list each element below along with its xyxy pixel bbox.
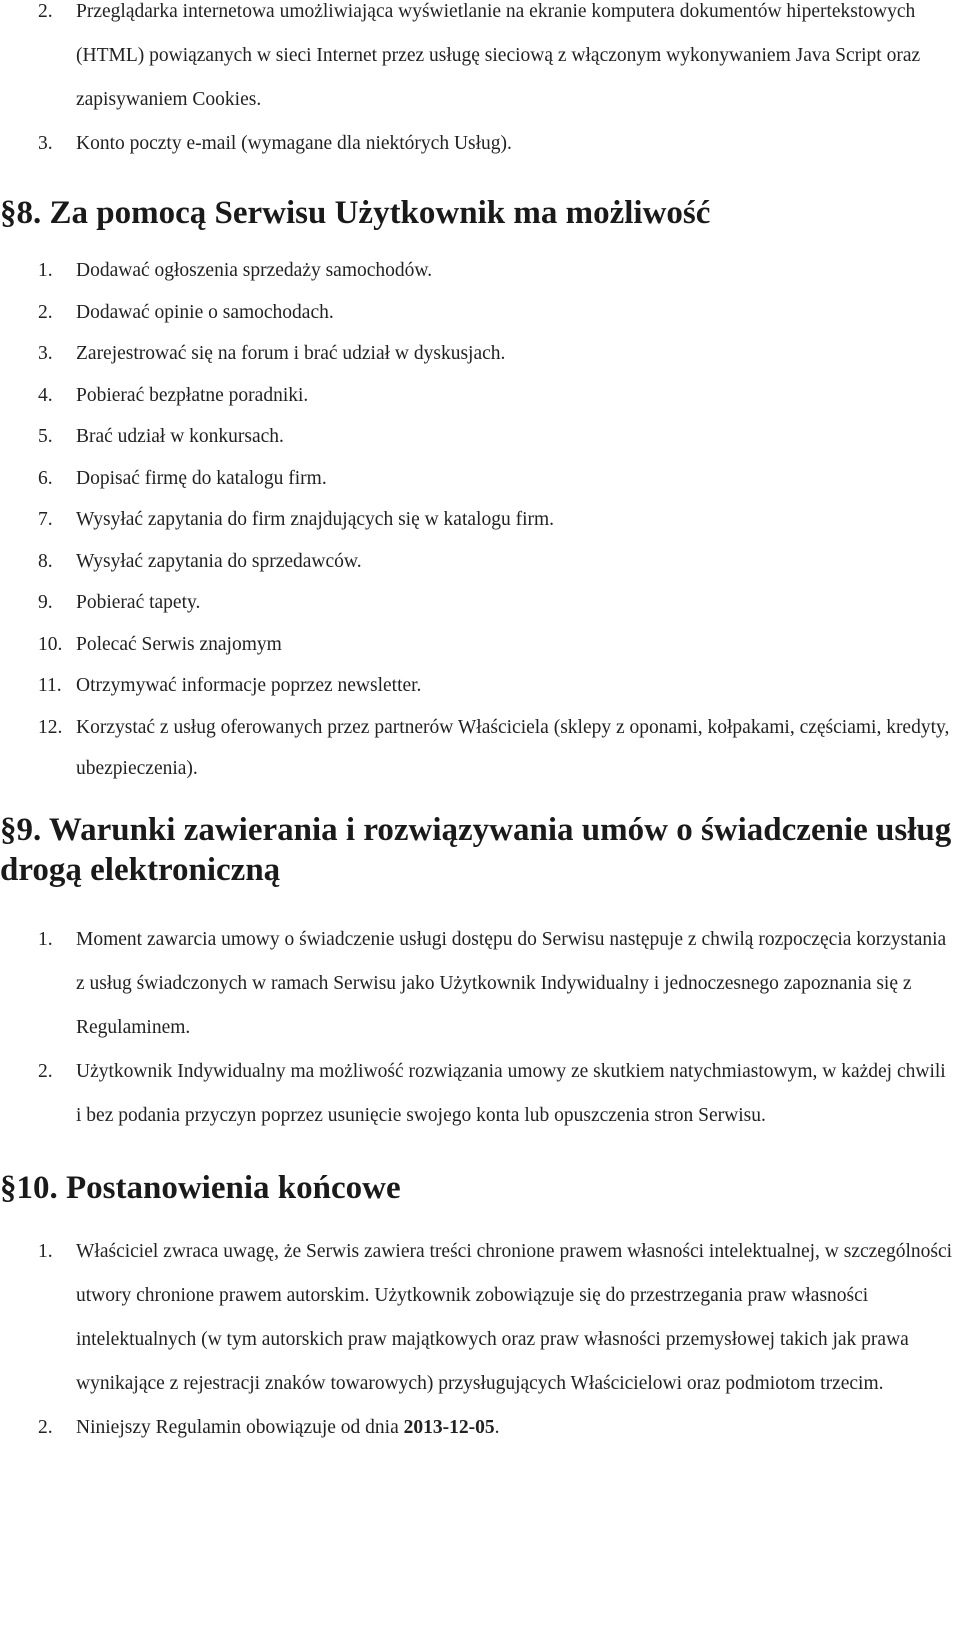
list-text: Brać udział w konkursach. bbox=[76, 426, 284, 447]
list-number: 10. bbox=[38, 633, 63, 655]
list-text: Moment zawarcia umowy o świadczenie usługi dostępu do Serwisu następuje z chwilą rozpoczęcia korzystania z usług świadczonych w ramach Serwisu jako Użytkownik Indywidualny i jednoczesnego zapoznania się z Regulaminem. bbox=[76, 928, 947, 1038]
list-item bbox=[0, 0, 960, 122]
section-8-heading: §8. Za pomocą Serwisu Użytkownik ma możliwość bbox=[0, 195, 711, 231]
list-item bbox=[0, 250, 960, 292]
list-item bbox=[0, 1050, 960, 1138]
list-item bbox=[0, 333, 960, 375]
list-number: 3. bbox=[38, 343, 53, 364]
list-number: 4. bbox=[38, 384, 53, 406]
list-number: 2. bbox=[38, 1, 53, 22]
list-number: 11. bbox=[38, 675, 62, 696]
list-item bbox=[0, 918, 960, 1050]
list-number: 1. bbox=[38, 1240, 53, 1262]
section-10-heading: §10. Postanowienia końcowe bbox=[0, 1169, 401, 1206]
list-text: Dodawać opinie o samochodach. bbox=[76, 301, 334, 323]
section-10-list bbox=[0, 1230, 960, 1450]
list-number: 2. bbox=[38, 301, 53, 323]
list-text: Pobierać tapety. bbox=[76, 592, 201, 613]
list-number: 3. bbox=[38, 133, 53, 154]
list-number: 1. bbox=[38, 260, 53, 281]
list-item bbox=[0, 707, 960, 790]
list-text-end: . bbox=[494, 1416, 500, 1438]
list-text: Wysyłać zapytania do firm znajdujących się w katalogu firm. bbox=[76, 509, 555, 530]
list-item bbox=[0, 499, 960, 541]
list-number: 2. bbox=[38, 1060, 53, 1082]
list-text: Przeglądarka internetowa umożliwiająca wyświetlanie na ekranie komputera dokumentów hipertekstowych (HTML) powiązanych w sieci Internet przez usługę sieciową z włączonym wykonywaniem Java Script oraz zapisywaniem Cookies. bbox=[76, 1, 921, 110]
list-text: Korzystać z usług oferowanych przez partnerów Właściciela (sklepy z oponami, kołpakami, częściami, kredyty, ubezpieczenia). bbox=[76, 716, 950, 779]
list-item bbox=[0, 416, 960, 458]
list-text: Otrzymywać informacje poprzez newsletter. bbox=[76, 675, 422, 696]
list-number: 9. bbox=[38, 592, 53, 613]
list-number: 6. bbox=[38, 467, 53, 489]
list-number: 5. bbox=[38, 426, 53, 447]
section-9-heading: §9. Warunki zawierania i rozwiązywania umów o świadczenie usług drogą elektroniczną bbox=[0, 811, 952, 888]
section-8-list bbox=[0, 250, 960, 790]
list-item bbox=[0, 582, 960, 624]
list-text: Właściciel zwraca uwagę, że Serwis zawiera treści chronione prawem własności intelektualnej, w szczególności utwory chronione prawem autorskim. Użytkownik zobowiązuje się do przestrzegania praw własności intelektualnych (w tym autorskich praw majątkowych oraz praw własności przemysłowej takich jak prawa wynikające z rejestracji znaków towarowych) przysługujących Właścicielowi oraz podmiotom trzecim. bbox=[76, 1240, 953, 1394]
list-text: Wysyłać zapytania do sprzedawców. bbox=[76, 550, 362, 572]
list-item bbox=[0, 1230, 960, 1406]
requirements-list bbox=[0, 0, 960, 166]
list-number: 7. bbox=[38, 509, 53, 530]
list-item bbox=[0, 122, 960, 166]
list-text: Niniejszy Regulamin obowiązuje od dnia bbox=[76, 1416, 404, 1438]
list-text: Zarejestrować się na forum i brać udział w dyskusjach. bbox=[76, 343, 506, 364]
list-number: 8. bbox=[38, 550, 53, 572]
list-text: Dodawać ogłoszenia sprzedaży samochodów. bbox=[76, 260, 433, 281]
list-item bbox=[0, 458, 960, 500]
list-text: Polecać Serwis znajomym bbox=[76, 633, 282, 655]
list-number: 1. bbox=[38, 928, 53, 950]
list-text: Dopisać firmę do katalogu firm. bbox=[76, 467, 327, 489]
list-text: Pobierać bezpłatne poradniki. bbox=[76, 384, 309, 406]
list-item bbox=[0, 624, 960, 666]
list-number: 2. bbox=[38, 1416, 53, 1438]
list-item bbox=[0, 541, 960, 583]
list-item bbox=[0, 1406, 960, 1450]
list-item bbox=[0, 665, 960, 707]
section-9-list bbox=[0, 918, 960, 1138]
list-text: Konto poczty e-mail (wymagane dla niektórych Usług). bbox=[76, 133, 512, 154]
list-number: 12. bbox=[38, 716, 63, 738]
list-item bbox=[0, 375, 960, 417]
list-item bbox=[0, 292, 960, 334]
list-text: Użytkownik Indywidualny ma możliwość rozwiązania umowy ze skutkiem natychmiastowym, w każdej chwili i bez podania przyczyn poprzez usunięcie swojego konta lub opuszczenia stron Serwisu. bbox=[76, 1060, 946, 1126]
effective-date: 2013-12-05 bbox=[403, 1416, 495, 1438]
